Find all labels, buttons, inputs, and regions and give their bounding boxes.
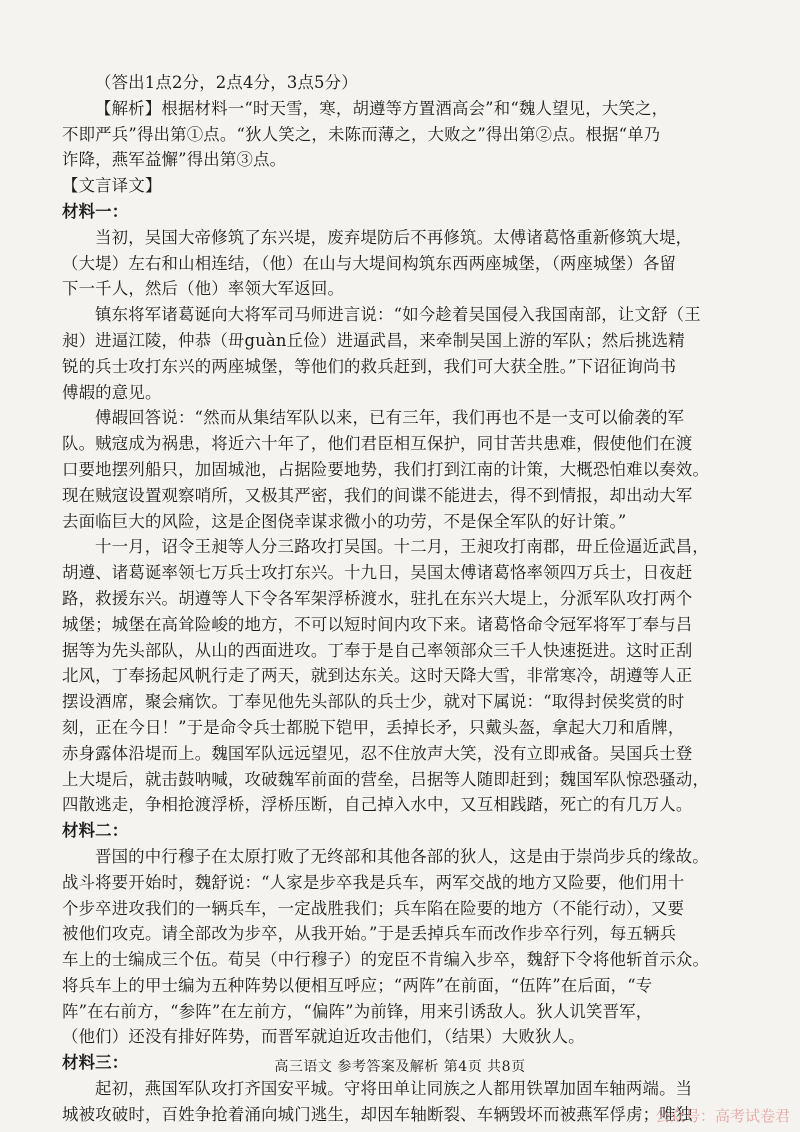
text-line: 当初，吴国大帝修筑了东兴堤，废弃堤防后不再修筑。太傅诸葛恪重新修筑大堤， xyxy=(95,227,693,247)
watermark: 公众号：高考试卷君 xyxy=(654,1107,790,1125)
text-line: 【解析】根据材料一“时天雪，寒，胡遵等方置酒高会”和“魏人望见，大笑之， xyxy=(95,98,669,118)
text-line: 战斗将要开始时，魏舒说：“人家是步卒我是兵车，两军交战的地方又险要，他们用十 xyxy=(62,872,685,892)
text-line: 被他们攻克。请全部改为步卒，从我开始。”于是丢掉兵车而改作步卒行列，每五辆兵 xyxy=(62,924,677,944)
text-line: 起初，燕国军队攻打齐国安平城。守将田单让同族之人都用铁罩加固车轴两端。当 xyxy=(95,1079,693,1099)
text-line: 【文言译文】 xyxy=(62,176,162,196)
text-line: 口要地摆列船只，加固城池，占据险要地势，我们打到江南的计策，大概恐怕难以奏效。 xyxy=(62,459,710,479)
text-line: 不即严兵”得出第①点。“狄人笑之，未陈而薄之，大败之”得出第②点。根据“单乃 xyxy=(62,124,661,144)
text-line: 赤身露体沿堤而上。魏国军队远远望见，忍不住放声大笑，没有立即戒备。吴国兵士登 xyxy=(62,743,693,763)
text-line: 将兵车上的甲士编为五种阵势以便相互呼应；“两阵”在前面，“伍阵”在后面，“专 xyxy=(62,975,653,995)
text-line: 十一月，诏令王昶等人分三路攻打吴国。十二月，王昶攻打南郡，毌丘俭逼近武昌， xyxy=(95,537,709,557)
text-line: 路，救援东兴。胡遵等人下令各军架浮桥渡水，驻扎在东兴大堤上，分派军队攻打两个 xyxy=(62,588,693,608)
text-line: 锐的兵士攻打东兴的两座城堡，等他们的救兵赶到，我们可大获全胜。”下诏征询尚书 xyxy=(62,356,677,376)
text-line: 去面临巨大的风险，这是企图侥幸谋求微小的功劳，不是保全军队的好计策。” xyxy=(62,511,627,531)
text-line: 队。贼寇成为祸患，将近六十年了，他们君臣相互保护，同甘苦共患难，假使他们在渡 xyxy=(62,434,693,454)
section-heading: 材料二： xyxy=(62,821,129,841)
text-line: 下一千人，然后（他）率领大军返回。 xyxy=(62,279,345,299)
text-line: 上大堤后，就击鼓呐喊，攻破魏军前面的营垒，吕据等人随即赶到；魏国军队惊恐骚动， xyxy=(62,769,710,789)
document-body xyxy=(62,70,774,1128)
page-footer: 高三语文 参考答案及解析 第4页 共8页 xyxy=(274,1059,526,1075)
text-line: 城堡；城堡在高耸险峻的地方，不可以短时间内攻下来。诸葛恪命令冠军将军丁奉与吕 xyxy=(62,614,693,634)
text-line: 北风，丁奉扬起风帆行走了两天，就到达东关。这时天降大雪，非常寒冷，胡遵等人正 xyxy=(62,666,693,686)
text-line: 现在贼寇设置观察哨所，又极其严密，我们的间谍不能进去，得不到情报，却出动大军 xyxy=(62,485,693,505)
section-heading: 材料一： xyxy=(62,201,129,221)
text-line: 阵”在右前方，“参阵”在左前方，“偏阵”为前锋，用来引诱敌人。狄人讥笑晋军， xyxy=(62,1001,653,1021)
text-line: （答出1点2分，2点4分，3点5分） xyxy=(95,73,358,92)
text-line: 昶）进逼江陵，仲恭（毌guàn丘俭）进逼武昌，来牵制吴国上游的军队；然后挑选精 xyxy=(62,330,685,350)
text-line: （大堤）左右和山相连结，（他）在山与大堤间构筑东西两座城堡，（两座城堡）各留 xyxy=(62,253,677,273)
text-line: 镇东将军诸葛诞向大将军司马师进言说：“如今趁着吴国侵入我国南部，让文舒（王 xyxy=(95,305,701,325)
text-line: 车上的士编成三个伍。荀吴（中行穆子）的宠臣不肯编入步卒，魏舒下令将他斩首示众。 xyxy=(62,950,710,970)
section-heading: 材料三： xyxy=(62,1053,129,1073)
text-line: 胡遵、诸葛诞率领七万兵士攻打东兴。十九日，吴国太傅诸葛恪率领四万兵士，日夜赶 xyxy=(62,563,693,583)
text-line: 诈降，燕军益懈”得出第③点。 xyxy=(62,150,287,170)
text-line: 四散逃走，争相抢渡浮桥，浮桥压断，自己掉入水中，又互相践踏，死亡的有几万人。 xyxy=(62,795,693,815)
text-line: 晋国的中行穆子在太原打败了无终部和其他各部的狄人，这是由于崇尚步兵的缘故。 xyxy=(95,846,709,866)
text-line: 刻，正在今日！”于是命令兵士都脱下铠甲，丢掉长矛，只戴头盔，拿起大刀和盾牌， xyxy=(62,717,685,737)
text-line: 城被攻破时，百姓争抢着涌向城门逃生，却因车轴断裂、车辆毁坏而被燕军俘虏；唯独 xyxy=(62,1104,693,1124)
text-line: 摆设酒席，聚会痛饮。丁奉见他先头部队的兵士少，就对下属说：“取得封侯奖赏的时 xyxy=(62,692,685,712)
text-line: 傅嘏回答说：“然而从集结军队以来，已有三年，我们再也不是一支可以偷袭的军 xyxy=(95,408,685,428)
text-line: 傅嘏的意见。 xyxy=(62,382,162,402)
text-line: 个步卒进攻我们的一辆兵车，一定战胜我们；兵车陷在险要的地方（不能行动），又要 xyxy=(62,898,685,918)
text-line: （他们）还没有排好阵势，而晋军就迫近攻击他们，（结果）大败狄人。 xyxy=(62,1027,585,1047)
text-line: 据等为先头部队，从山的西面进攻。丁奉于是自己率领部众三千人快速挺进。这时正刮 xyxy=(62,640,693,660)
